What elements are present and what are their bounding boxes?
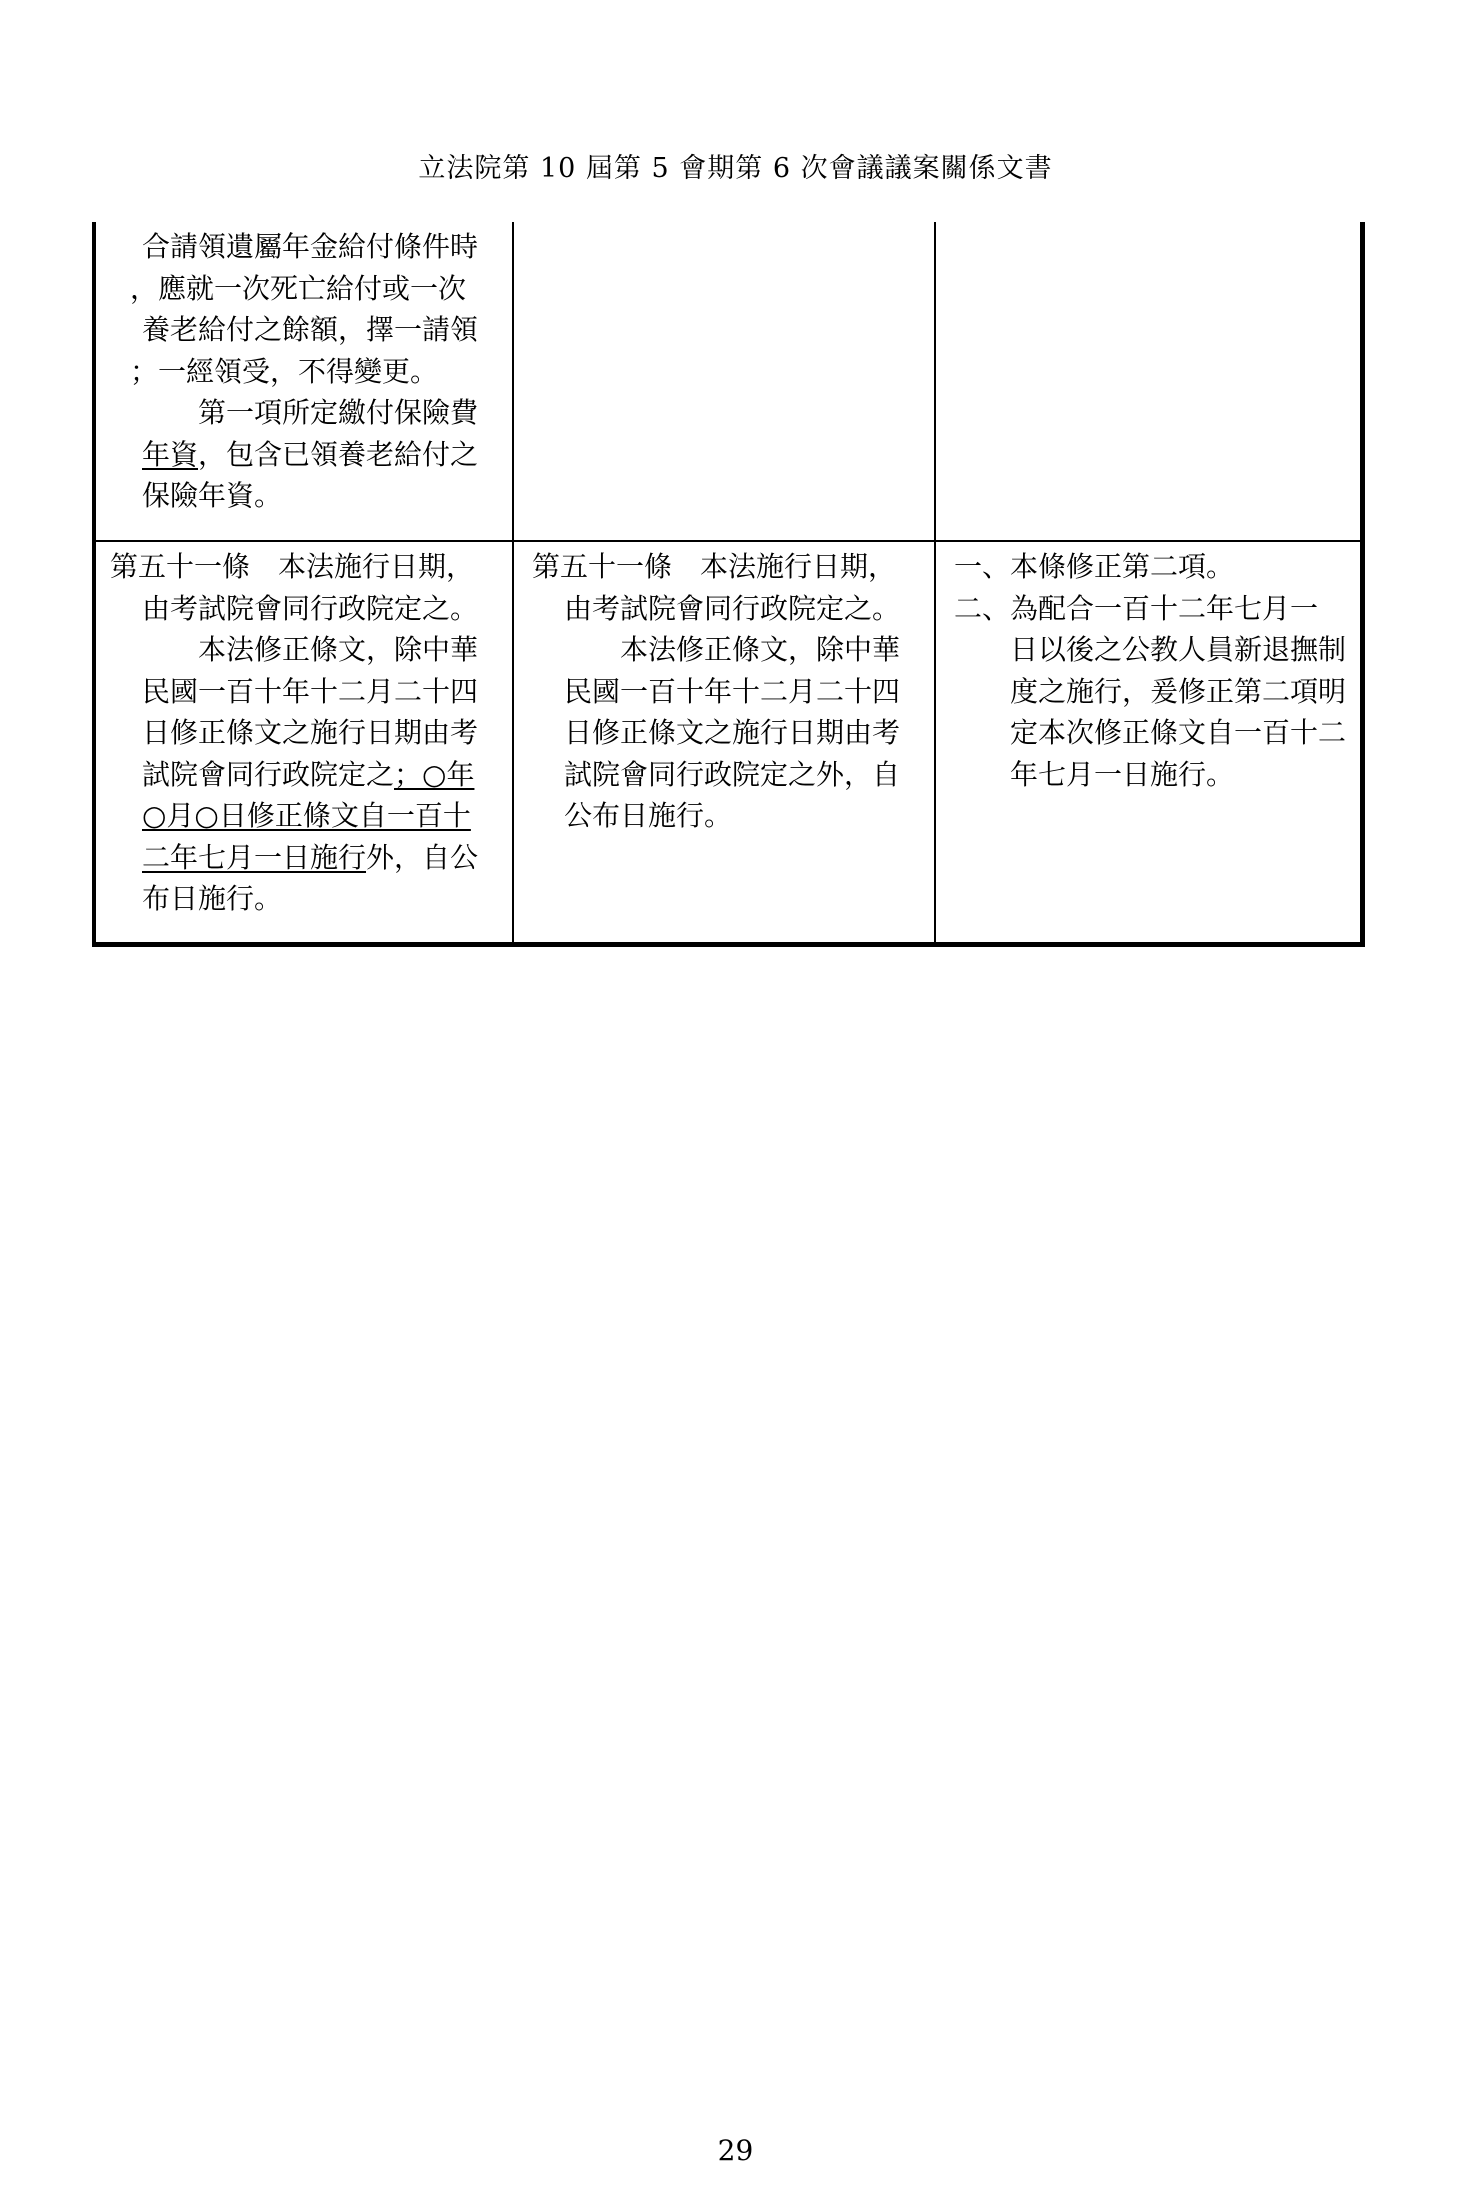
text-line: 度之施行，爰修正第二項明 xyxy=(1010,674,1347,708)
table-left-border xyxy=(92,222,96,540)
amendment-comparison-table xyxy=(92,222,1365,915)
underlined-text: ；○年 xyxy=(394,757,475,791)
underlined-text: 年資 xyxy=(142,437,199,471)
column-divider xyxy=(512,542,514,944)
column-divider xyxy=(512,222,514,540)
underlined-text: ○月○日修正條文自一百十 xyxy=(142,799,471,832)
text-line xyxy=(142,795,478,837)
amended-text-cell xyxy=(130,226,479,517)
amended-text-cell xyxy=(110,546,478,920)
text-line: 養老給付之餘額，擇一請領 xyxy=(142,313,479,346)
underlined-text: 二年七月一日施行 xyxy=(142,840,367,874)
text-line: 試院會同行政院定之外，自 xyxy=(564,757,901,791)
page-number: 29 xyxy=(717,2134,754,2167)
text-line: 本法修正條文，除中華 xyxy=(620,633,901,666)
text-line: 日修正條文之施行日期由考 xyxy=(564,716,901,749)
text-line: 合請領遺屬年金給付條件時 xyxy=(142,230,479,263)
text-line: 日以後之公教人員新退撫制 xyxy=(1010,633,1347,666)
text-line: 布日施行。 xyxy=(142,882,283,915)
text-segment: 外，自公 xyxy=(366,840,479,874)
text-line xyxy=(142,837,478,879)
text-line: ；一經領受，不得變更。 xyxy=(130,354,439,388)
text-line: 日修正條文之施行日期由考 xyxy=(142,716,479,749)
explanation-item: 一、本條修正第二項。 xyxy=(954,550,1235,583)
text-line: 第五十一條 本法施行日期， xyxy=(110,550,475,583)
text-line: ，應就一次死亡給付或一次 xyxy=(130,271,467,305)
text-line: 保險年資。 xyxy=(142,479,283,512)
current-text-cell xyxy=(532,546,900,837)
table-row-article-51 xyxy=(92,542,1365,944)
table-bottom-border xyxy=(92,942,1365,947)
column-divider xyxy=(934,222,936,540)
text-line: 民國一百十年十二月二十四 xyxy=(142,674,479,708)
text-line: 公布日施行。 xyxy=(564,799,733,832)
text-segment: 試院會同行政院定之 xyxy=(142,757,395,791)
table-right-border xyxy=(1360,222,1365,540)
text-line: 第五十一條 本法施行日期， xyxy=(532,550,897,583)
text-line xyxy=(142,434,478,476)
table-row-continuation xyxy=(92,222,1365,540)
explanation-item: 二、為配合一百十二年七月一 xyxy=(954,591,1319,625)
column-divider xyxy=(934,542,936,944)
text-line: 民國一百十年十二月二十四 xyxy=(564,674,901,708)
document-header: 立法院第 10 屆第 5 會期第 6 次會議議案關係文書 xyxy=(418,153,1053,184)
text-segment: ，包含已領養老給付之 xyxy=(198,437,479,471)
text-line xyxy=(142,754,478,796)
table-left-border xyxy=(92,542,96,944)
text-line: 本法修正條文，除中華 xyxy=(198,633,479,666)
explanation-cell xyxy=(954,546,1346,795)
text-line: 由考試院會同行政院定之。 xyxy=(142,591,479,625)
table-right-border xyxy=(1360,542,1365,944)
text-line: 年七月一日施行。 xyxy=(1010,757,1235,791)
text-line: 由考試院會同行政院定之。 xyxy=(564,591,901,625)
text-line: 第一項所定繳付保險費 xyxy=(198,396,479,429)
text-line: 定本次修正條文自一百十二 xyxy=(1010,716,1347,749)
